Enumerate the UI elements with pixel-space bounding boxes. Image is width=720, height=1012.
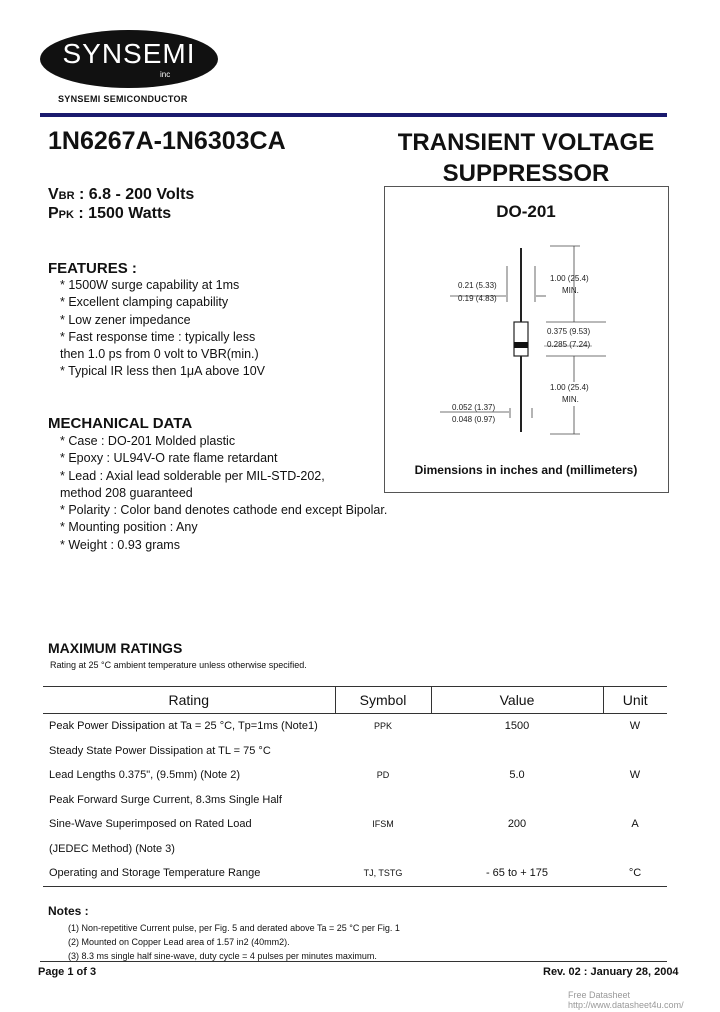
dim-lead-length-top: 1.00 (25.4) <box>550 274 589 283</box>
list-item: * Typical IR less then 1μA above 10V <box>60 364 266 379</box>
table-header-row <box>43 687 667 714</box>
dim-lead-length-bottom: 1.00 (25.4) <box>550 383 589 392</box>
mechanical-heading: MECHANICAL DATA <box>48 415 193 432</box>
table-row: Peak Power Dissipation at Ta = 25 °C, Tp=1ms (Note1) PPK 1500 W <box>49 720 641 733</box>
table-row: Lead Lengths 0.375", (9.5mm) (Note 2) PD 5.0 W <box>49 769 641 782</box>
revision-date: Rev. 02 : January 28, 2004 <box>543 966 679 978</box>
list-item: * Epoxy : UL94V-O rate flame retardant <box>60 451 278 466</box>
package-title: DO-201 <box>496 202 556 221</box>
ratings-table <box>43 686 667 887</box>
package-outline-drawing <box>384 186 668 491</box>
list-item: method 208 guaranteed <box>60 485 193 500</box>
table-row: Operating and Storage Temperature Range TJ, TSTG - 65 to + 175 °C <box>43 861 667 886</box>
dim-body-diameter-min: 0.19 (4.83) <box>458 294 497 303</box>
list-item: (1) Non-repetitive Current pulse, per Fig. 5 and derated above Ta = 25 °C per Fig. 1 <box>68 923 400 933</box>
list-item: (3) 8.3 ms single half sine-wave, duty cycle = 4 pulses per minutes maximum. <box>68 951 377 961</box>
list-item: (2) Mounted on Copper Lead area of 1.57 in2 (40mm2). <box>68 937 290 947</box>
list-item: * 1500W surge capability at 1ms <box>60 278 240 292</box>
list-item: * Fast response time : typically less <box>60 329 256 344</box>
list-item: then 1.0 ps from 0 volt to VBR(min.) <box>60 347 259 362</box>
list-item: * Mounting position : Any <box>60 520 198 535</box>
logo-brand-text: SYNSEMI <box>62 38 196 69</box>
mechanical-list <box>60 433 387 554</box>
header-unit: Unit <box>603 687 667 714</box>
features-list <box>60 277 265 381</box>
page-number: Page 1 of 3 <box>38 966 97 978</box>
watermark: Free Datasheet http://www.datasheet4u.com/ <box>568 990 684 1010</box>
header-symbol: Symbol <box>335 687 431 714</box>
table-row: Peak Forward Surge Current, 8.3ms Single Half <box>49 793 282 806</box>
list-item: * Excellent clamping capability <box>60 295 229 310</box>
dim-body-length-min: 0.285 (7.24) <box>547 340 591 349</box>
table-row: Sine-Wave Superimposed on Rated Load IFSM 200 A <box>49 818 639 831</box>
device-type-title: TRANSIENT VOLTAGE SUPPRESSOR <box>397 129 655 187</box>
list-item: * Low zener impedance <box>60 312 191 327</box>
features-heading: FEATURES : <box>48 260 137 277</box>
list-item: * Weight : 0.93 grams <box>60 537 180 552</box>
table-row: (JEDEC Method) (Note 3) <box>49 842 175 855</box>
dim-min-bottom: MIN. <box>562 395 579 404</box>
notes-list <box>68 921 400 963</box>
dim-lead-diameter-max: 0.052 (1.37) <box>452 403 496 412</box>
notes-heading: Notes : <box>48 904 89 918</box>
dim-min-top: MIN. <box>562 286 579 295</box>
table-row: Steady State Power Dissipation at TL = 75 °C <box>49 744 271 757</box>
list-item: * Lead : Axial lead solderable per MIL-STD-202, <box>60 468 325 483</box>
list-item: * Case : DO-201 Molded plastic <box>60 434 236 448</box>
header-rule <box>40 113 667 117</box>
vbr-spec: VBR : 6.8 - 200 Volts <box>48 186 195 203</box>
header-rating: Rating <box>43 687 335 714</box>
max-ratings-note: Rating at 25 °C ambient temperature unless otherwise specified. <box>50 660 307 670</box>
dimensions-caption: Dimensions in inches and (millimeters) <box>414 463 638 477</box>
list-item: * Polarity : Color band denotes cathode end except Bipolar. <box>60 503 388 518</box>
logo-inc-text: inc <box>160 70 171 79</box>
ppk-spec: PPK : 1500 Watts <box>48 205 172 222</box>
company-name: SYNSEMI SEMICONDUCTOR <box>58 94 188 104</box>
dim-body-diameter-max: 0.21 (5.33) <box>458 281 497 290</box>
part-number-title: 1N6267A-1N6303CA <box>48 127 286 155</box>
header-value: Value <box>431 687 603 714</box>
dim-lead-diameter-min: 0.048 (0.97) <box>452 415 496 424</box>
dim-body-length-max: 0.375 (9.53) <box>547 327 591 336</box>
max-ratings-heading: MAXIMUM RATINGS <box>48 640 183 656</box>
footer-rule <box>40 961 667 962</box>
